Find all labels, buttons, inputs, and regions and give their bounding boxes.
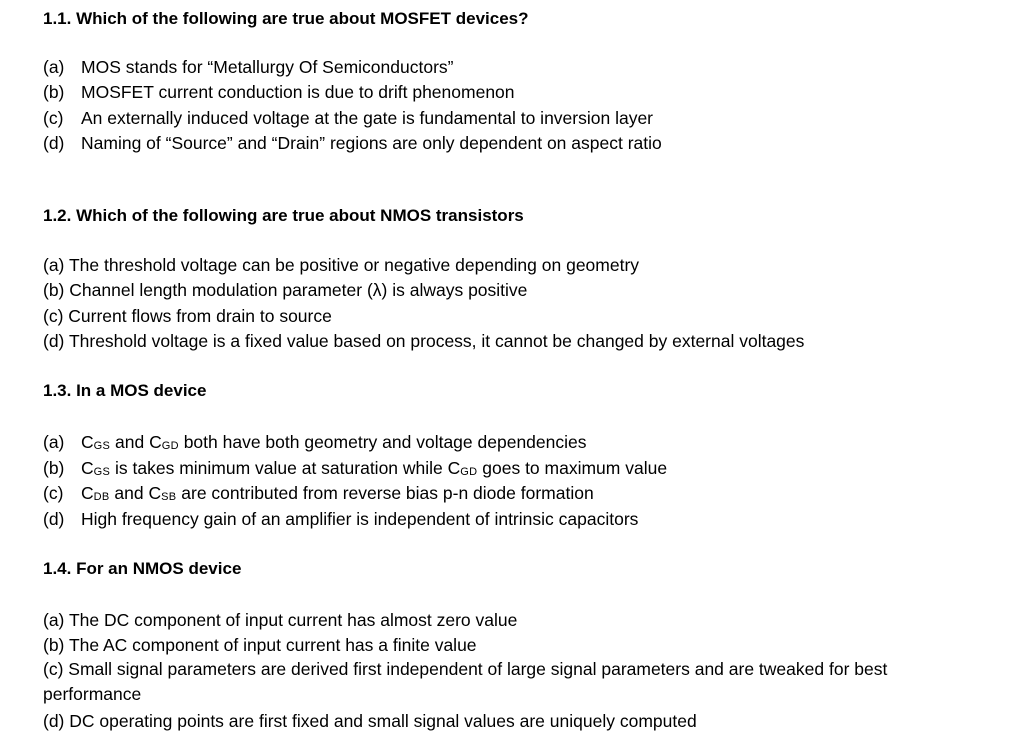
option-item bbox=[43, 132, 662, 154]
option-item bbox=[43, 279, 527, 301]
option-text: both have both geometry and voltage dependencies bbox=[178, 432, 587, 452]
option-label: (a) bbox=[43, 432, 65, 452]
option-label: (c) bbox=[43, 108, 64, 128]
question-title: 1.3. In a MOS device bbox=[43, 381, 207, 400]
option-text: MOSFET current conduction is due to drift phenomenon bbox=[81, 82, 515, 102]
question-title: 1.2. Which of the following are true about NMOS transistors bbox=[43, 206, 524, 225]
option-label: (a) bbox=[43, 255, 65, 275]
capacitance-symbol: C bbox=[81, 432, 94, 452]
option-text: Threshold voltage is a fixed value based on process, it cannot be changed by external voltages bbox=[68, 331, 805, 351]
capacitance-symbol: C bbox=[81, 458, 94, 478]
option-label: (a) bbox=[43, 57, 65, 77]
option-item bbox=[43, 305, 332, 327]
capacitance-subscript: GS bbox=[93, 466, 111, 478]
option-text-part: and bbox=[110, 432, 150, 452]
option-item bbox=[43, 330, 804, 352]
option-label: (b) bbox=[43, 82, 65, 102]
option-label: (d) bbox=[43, 133, 65, 153]
option-item bbox=[43, 508, 638, 530]
option-item bbox=[43, 81, 515, 103]
option-label: (c) bbox=[43, 659, 64, 679]
question-title: 1.1. Which of the following are true about MOSFET devices? bbox=[43, 9, 529, 28]
option-text: Channel length modulation parameter (λ) is always positive bbox=[69, 280, 528, 300]
option-label: (b) bbox=[43, 635, 65, 655]
capacitance-subscript: GD bbox=[161, 440, 179, 452]
option-item bbox=[43, 457, 667, 483]
option-item bbox=[43, 107, 653, 129]
capacitance-symbol: C bbox=[447, 458, 461, 478]
option-text: Current flows from drain to source bbox=[68, 306, 332, 326]
capacitance-subscript: GD bbox=[460, 466, 478, 478]
option-text: The threshold voltage can be positive or negative depending on geometry bbox=[68, 255, 640, 275]
option-text: MOS stands for “Metallurgy Of Semiconductors” bbox=[81, 57, 454, 77]
option-text: DC operating points are first fixed and small signal values are uniquely computed bbox=[69, 711, 697, 731]
option-text: The AC component of input current has a finite value bbox=[68, 635, 477, 655]
option-text: goes to maximum value bbox=[477, 458, 668, 478]
option-text: are contributed from reverse bias p-n diode formation bbox=[176, 483, 594, 503]
capacitance-subscript: DB bbox=[93, 491, 110, 503]
option-item bbox=[43, 710, 697, 732]
option-label: (d) bbox=[43, 711, 65, 731]
option-text: High frequency gain of an amplifier is independent of intrinsic capacitors bbox=[81, 509, 639, 529]
option-text: The DC component of input current has almost zero value bbox=[68, 610, 518, 630]
question-title: 1.4. For an NMOS device bbox=[43, 559, 242, 578]
option-item bbox=[43, 657, 943, 707]
option-label: (c) bbox=[43, 483, 64, 503]
option-text: An externally induced voltage at the gate is fundamental to inversion layer bbox=[81, 108, 654, 128]
option-text: Naming of “Source” and “Drain” regions are only dependent on aspect ratio bbox=[81, 133, 662, 153]
option-label: (d) bbox=[43, 331, 65, 351]
option-item bbox=[43, 609, 517, 631]
option-item bbox=[43, 254, 639, 276]
option-label: (a) bbox=[43, 610, 65, 630]
option-text-part: and bbox=[109, 483, 149, 503]
option-item bbox=[43, 56, 453, 78]
capacitance-symbol: C bbox=[149, 432, 162, 452]
option-label: (d) bbox=[43, 509, 65, 529]
option-label: (b) bbox=[43, 280, 65, 300]
option-text: Small signal parameters are derived first independent of large signal parameters and are tweaked for best performance bbox=[43, 659, 888, 704]
option-text-part: is takes minimum value at saturation while bbox=[110, 458, 448, 478]
capacitance-symbol: C bbox=[81, 483, 94, 503]
capacitance-subscript: GS bbox=[93, 440, 111, 452]
option-item bbox=[43, 634, 477, 656]
option-item bbox=[43, 482, 594, 508]
option-label: (c) bbox=[43, 306, 64, 326]
capacitance-symbol: C bbox=[148, 483, 162, 503]
option-item bbox=[43, 431, 587, 457]
option-label: (b) bbox=[43, 458, 65, 478]
capacitance-subscript: SB bbox=[161, 491, 177, 503]
